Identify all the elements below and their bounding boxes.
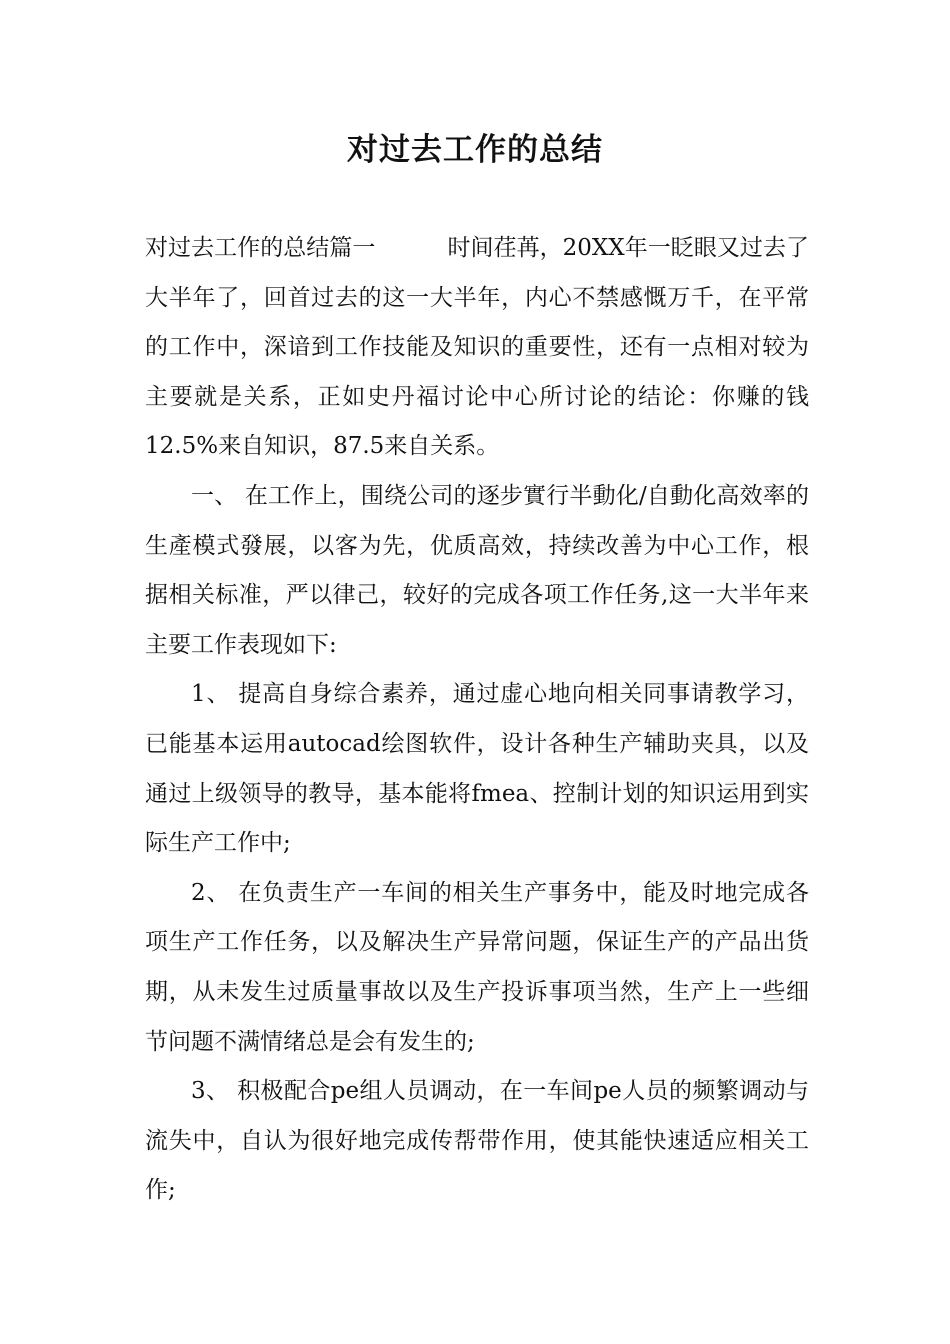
- paragraph-item-2: 2、 在负责生产一车间的相关生产事务中，能及时地完成各项生产工作任务，以及解决生产异常问题，保证生产的产品出货期，从未发生过质量事故以及生产投诉事项当然，生产上一些细节问题不满情绪总是会有发生的;: [145, 879, 809, 1055]
- paragraph-item-1: 1、 提高自身综合素养，通过虚心地向相关同事请教学习，已能基本运用autocad绘图软件，设计各种生产辅助夹具，以及通过上级领导的教导，基本能将fmea、控制计划的知识运用到实际生产工作中;: [145, 681, 809, 857]
- intro-paragraph: [145, 224, 809, 472]
- document-body: [145, 224, 809, 1216]
- document-title: 对过去工作的总结: [347, 132, 603, 168]
- paragraph-work-overview: 一、 在工作上，围绕公司的逐步實行半動化/自動化高效率的生產模式發展，以客为先，优质高效，持续改善为中心工作，根据相关标准，严以律己，较好的完成各项工作任务,这一大半年来主要工作表现如下:: [145, 482, 809, 658]
- paragraph-item-3: 3、 积极配合pe组人员调动，在一车间pe人员的频繁调动与流失中，自认为很好地完成传帮带作用，使其能快速适应相关工作;: [145, 1078, 809, 1204]
- intro-heading: 对过去工作的总结篇一: [145, 235, 376, 261]
- intro-text: 时间荏苒，20XX年一眨眼又过去了大半年了，回首过去的这一大半年，内心不禁感慨万千，在平常的工作中，深谙到工作技能及知识的重要性，还有一点相对较为主要就是关系，正如史丹福讨论中心所讨论的结论：你赚的钱12.5%来自知识，87.5来自关系。: [145, 235, 810, 460]
